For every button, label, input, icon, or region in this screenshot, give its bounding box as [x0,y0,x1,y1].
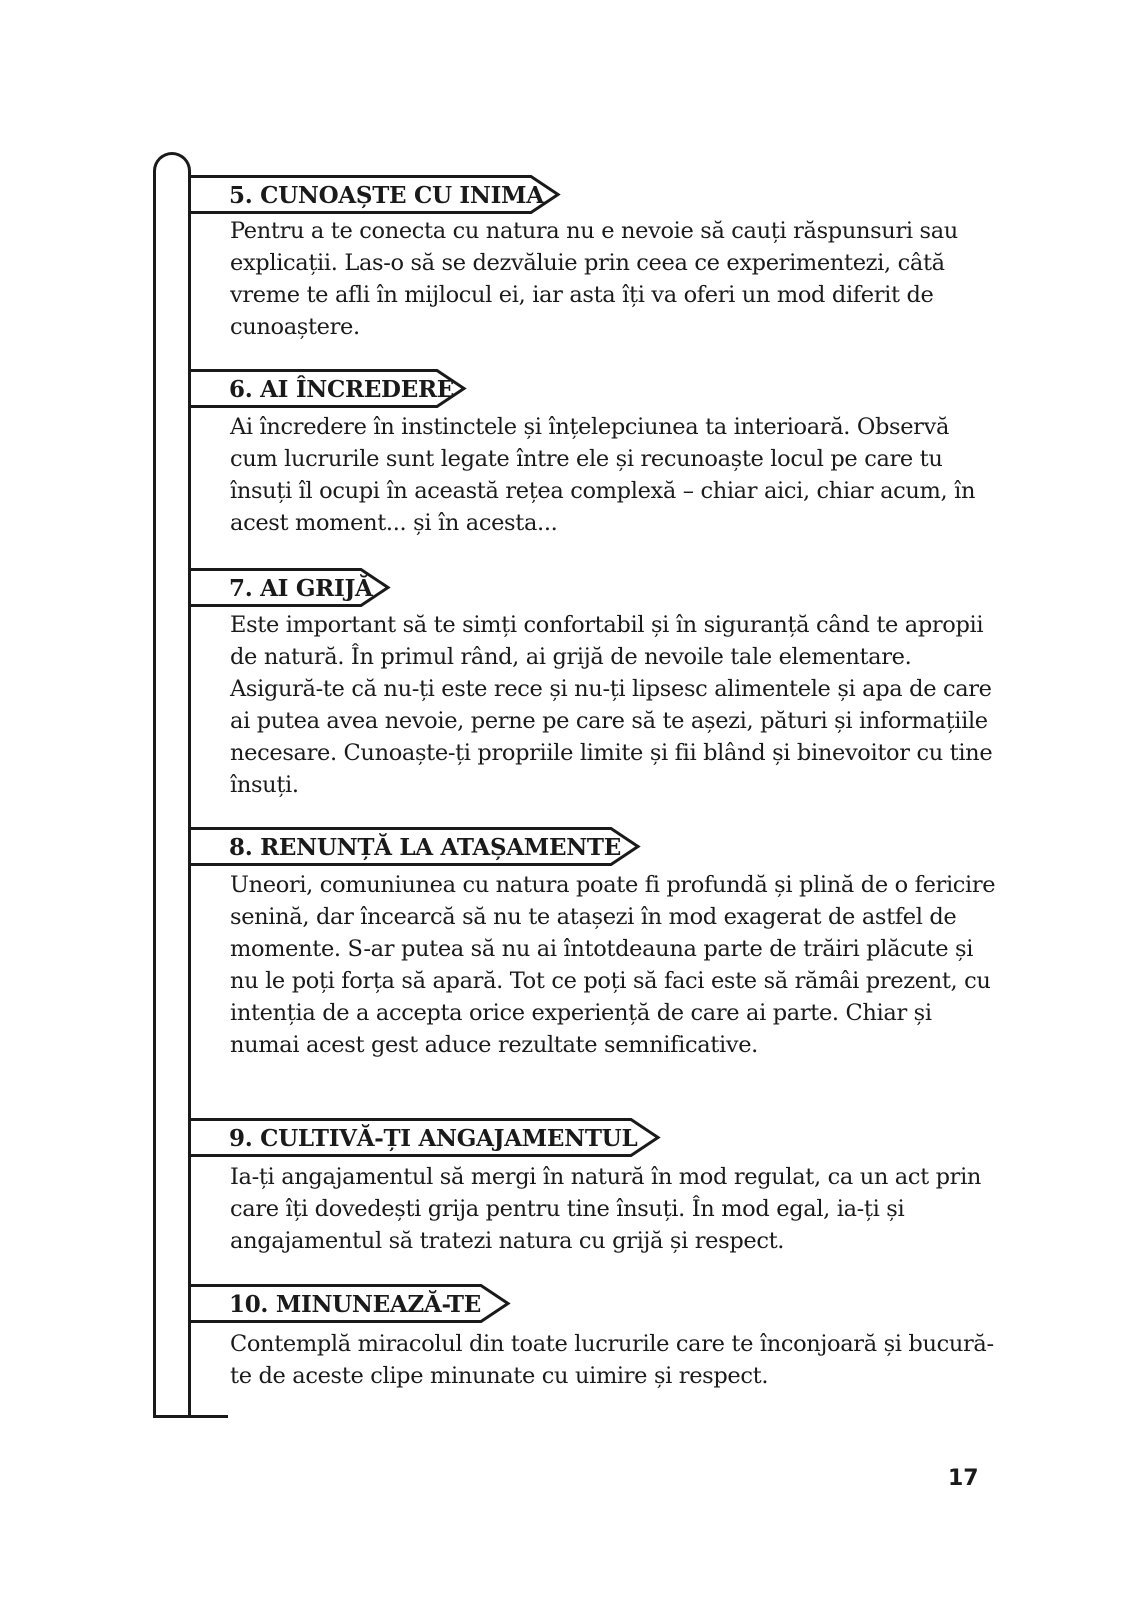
section-5-body: Pentru a te conecta cu natura nu e nevoie să cauți răspunsuri sau explicații. Las-o să se dezvăluie prin ceea ce experimentezi, câtă vreme te afli în mijlocul ei, iar asta îți va oferi un mod diferit de cunoaștere. [230,218,958,340]
section-10-heading: 10. MINUNEAZĂ-TE [229,1291,481,1318]
section-10-body: Contemplă miracolul din toate lucrurile care te înconjoară și bucură-te de aceste clipe minunate cu uimire și respect. [230,1331,994,1389]
section-9-heading: 9. CULTIVĂ-ȚI ANGAJAMENTUL [229,1125,638,1152]
section-9-body: Ia-ți angajamentul să mergi în natură în mod regulat, ca un act prin care îți dovedești grija pentru tine însuți. În mod egal, ia-ți și angajamentul să tratezi natura cu grijă și respect. [230,1164,982,1254]
signpost-pole [153,152,191,1418]
signpost-base [153,1415,228,1418]
page-number: 17 [948,1466,979,1491]
section-7-heading: 7. AI GRIJĂ [229,575,373,602]
section-6-body: Ai încredere în instinctele și înțelepciunea ta interioară. Observă cum lucrurile sunt legate între ele și recunoaște locul pe care tu însuți îl ocupi în această rețea complexă – chiar aici, chiar acum, în acest moment... și în acesta... [230,414,976,536]
section-6-heading: 6. AI ÎNCREDERE [229,376,454,403]
section-7-body: Este important să te simți confortabil și în siguranță când te apropii de natură. În primul rând, ai grijă de nevoile tale elementare. Asigură-te că nu-ți este rece și nu-ți lipsesc alimentele și apa de care ai putea avea nevoie, perne pe care să te așezi, pături și informațiile necesare. Cunoaște-ți propriile limite și fii blând și binevoitor cu tine însuți. [230,612,993,798]
section-8-body: Uneori, comuniunea cu natura poate fi profundă și plină de o fericire senină, dar încearcă să nu te atașezi în mod exagerat de astfel de momente. S-ar putea să nu ai întotdeauna parte de trăiri plăcute și nu le poți forța să apară. Tot ce poți să faci este să rămâi prezent, cu intenția de a accepta orice experiență de care ai parte. Chiar și numai acest gest aduce rezultate semnificative. [230,872,996,1058]
section-5-heading: 5. CUNOAȘTE CU INIMA [229,182,544,209]
section-8-heading: 8. RENUNȚĂ LA ATAȘAMENTE [229,834,621,861]
